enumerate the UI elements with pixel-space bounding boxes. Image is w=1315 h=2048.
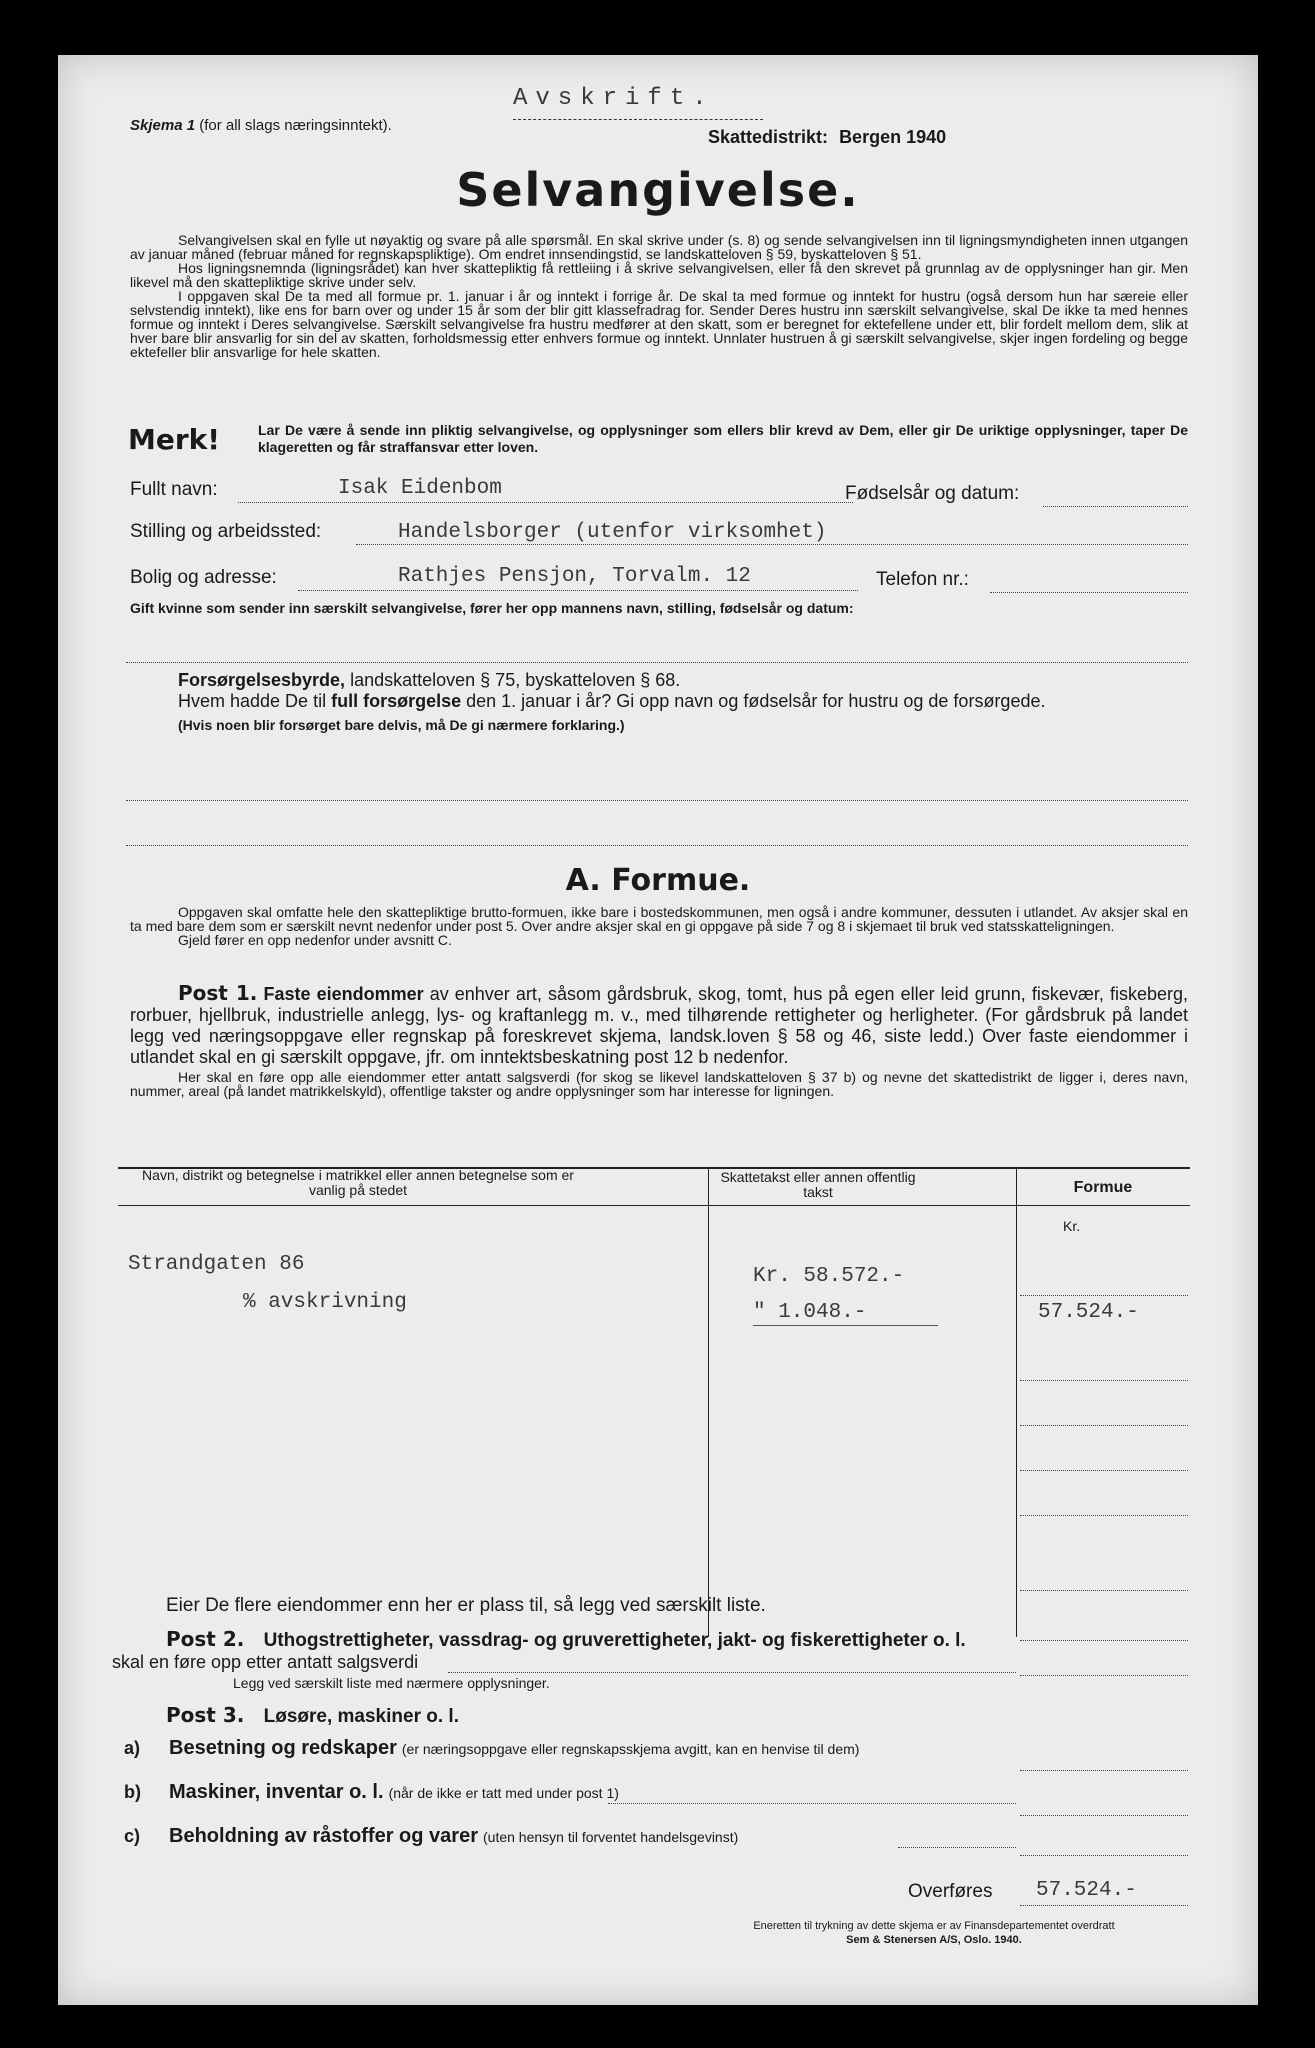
formue-heading: A. Formue. (565, 863, 751, 898)
merk-label: Merk! (128, 423, 221, 456)
table-line-d (1020, 1470, 1188, 1471)
skjema-note: (for all slags næringsinntekt). (199, 117, 392, 134)
post3-label: Post 3. (166, 1703, 245, 1727)
page-title: Selvangivelse. (456, 163, 860, 217)
overfores-value[interactable]: 57.524.- (1036, 1879, 1137, 1902)
forsorgelse-note: (Hvis noen blir forsørget bare delvis, må De gi nærmere forklaring.) (178, 717, 625, 733)
table-header-name: Navn, distrikt og betegnelse i matrikkel eller annen betegnelse som er vanlig på stedet (142, 1167, 574, 1198)
gift-kvinne-field[interactable] (126, 662, 1188, 663)
post1-label: Post 1. (178, 981, 258, 1005)
bolig-value[interactable]: Rathjes Pensjon, Torvalm. 12 (398, 565, 751, 588)
post1-small: Her skal en føre opp alle eiendommer etter antatt salgsverdi (for skog se likevel landskatteloven § 37 b) og nevne det skattedistrikt de ligger i, deres navn, nummer, areal (på landet matrikkelskyld), offentlige takster og andre opplysninger som har interesse for ligningen. (130, 1069, 1188, 1099)
post3-b-note: (når de ikke er tatt med under post 1) (388, 1785, 619, 1801)
stilling-label: Stilling og arbeidssted: (130, 521, 322, 542)
post3-text: Løsøre, maskiner o. l. (263, 1706, 459, 1727)
stilling-value[interactable]: Handelsborger (utenfor virksomhet) (398, 521, 827, 544)
table-row2-formue[interactable]: 57.524.- (1038, 1301, 1139, 1324)
table-line-c (1020, 1425, 1188, 1426)
formue-text-2: Gjeld fører en opp nedenfor under avsnitt C. (178, 932, 452, 948)
table-row1-name[interactable]: Strandgaten 86 (128, 1253, 305, 1276)
post3-a-label: a) (124, 1738, 141, 1758)
post3-c-note: (uten hensyn til forventet handelsgevinst) (483, 1829, 739, 1845)
table-line-b (1020, 1380, 1188, 1381)
table-row1-takst[interactable]: Kr. 58.572.- (753, 1265, 905, 1288)
post2-formue-field[interactable] (1020, 1675, 1188, 1676)
formue-text-1: Oppgaven skal omfatte hele den skattepliktige brutto-formuen, ikke bare i bostedskommunen, men også i andre kommuner, dessuten i utlandet. Av aksjer skal en ta med bare dem som er særskilt nevnt nedenfor under post 5. Over andre aksjer skal en gi oppgave på side 7 og 8 i skjemaet til bruk ved statsskatteligningen. (130, 904, 1188, 934)
footer-line-1: Eneretten til trykning av dette skjema er av Finansdepartementet overdratt (753, 1920, 1115, 1932)
table-formue-unit: Kr. (1063, 1218, 1081, 1234)
table-header-border (118, 1205, 1190, 1206)
table-line-a (1020, 1295, 1188, 1296)
table-divider-2 (1016, 1167, 1017, 1637)
post3-c-field[interactable] (1020, 1855, 1188, 1856)
stilling-line (356, 544, 1188, 545)
merk-text: Lar De være å sende inn pliktig selvangivelse, og opplysninger som ellers blir krevd av Dem, eller gir De uriktige opplysninger, taper De klageretten og får straffansvar etter loven. (258, 422, 1188, 455)
intro-block (130, 233, 1188, 359)
skattedistrikt-label: Skattedistrikt: (708, 127, 829, 147)
fodselsar-field[interactable] (1043, 506, 1188, 507)
formue-intro (130, 905, 1188, 947)
footer (664, 1919, 1204, 1947)
forsorgelse-question-a: Hvem hadde De til (178, 691, 327, 711)
post2-text2: skal en føre opp etter antatt salgsverdi (112, 1652, 419, 1672)
forsorgelse-block (130, 670, 1188, 733)
post3-a-note: (er næringsoppgave eller regnskapsskjema avgitt, kan en henvise til dem) (401, 1741, 860, 1757)
gift-kvinne-text: Gift kvinne som sender inn særskilt selvangivelse, fører her opp mannens navn, stilling, fødselsår og datum: (130, 600, 854, 616)
post2-text: Uthogstrettigheter, vassdrag- og gruverettigheter, jakt- og fiskerettigheter o. l. (263, 1630, 966, 1651)
fullt-navn-value[interactable]: Isak Eidenbom (338, 477, 502, 500)
table-row2-takst[interactable]: " 1.048.- (753, 1301, 867, 1324)
avskrift-stamp: Avskrift. (513, 85, 715, 112)
skattedistrikt (708, 127, 946, 148)
post2-dots (448, 1672, 1016, 1673)
post3-b-bold: Maskiner, inventar o. l. (169, 1781, 384, 1803)
post1-text: av enhver art, såsom gårdsbruk, skog, tomt, hus på egen eller leid grunn, fiskevær, fiskeberg, rorbuer, hjellbruk, industrielle anlegg, lys- og kraftanlegg m. v., med tilhørende rettigheter og herligheter. (For gårdsbruk på landet legg ved næringsoppgave eller regnskap på foreskrevet skjema, landsk.loven § 58 og 46, siste ledd.) Over faste eiendommer i utlandet skal en gi særskilt oppgave, jfr. om inntektsbeskatning post 12 b nedenfor. (130, 984, 1188, 1067)
table-row2-name[interactable]: % avskrivning (243, 1291, 407, 1314)
table-line-f (1020, 1590, 1188, 1591)
post3-b-field[interactable] (1020, 1815, 1188, 1816)
forsorgelse-field-1[interactable] (126, 800, 1188, 801)
overfores-label: Overføres (908, 1881, 993, 1902)
telefon-field[interactable] (990, 592, 1188, 593)
fullt-navn-label: Fullt navn: (130, 479, 218, 500)
post3-c-bold: Beholdning av råstoffer og varer (169, 1825, 478, 1847)
table-header-takst: Skattetakst eller annen offentlig takst (720, 1169, 916, 1200)
overfores-line (1020, 1905, 1188, 1906)
intro-paragraph-3: I oppgaven skal De ta med all formue pr. 1. januar i år og inntekt i forrige år. De skal ta med formue og inntekt for hustru (også dersom hun har særeie eller selvstendig inntekt), like ens for barn over og under 15 år som der blir gitt klassefradrag for. Sender Deres hustru inn særskilt selvangivelse, skal De ikke ta med hennes formue og inntekt i Deres selvangivelse. Særskilt selvangivelse fra hustru medfører at den skatt, som er beregnet for ektefellene under ett, blir fordelt mellom dem, slik at hver bare blir ansvarlig for sin del av skatten, forholdsmessig etter enhvers formue og inntekt. Unnlater hustruen å gi særskilt selvangivelse, skjer ingen fordeling og begge ektefeller blir ansvarlige for hele skatten. (130, 288, 1188, 360)
table-divider-1 (708, 1167, 709, 1637)
post2-note: Legg ved særskilt liste med nærmere opplysninger. (233, 1675, 550, 1691)
table-line-e (1020, 1515, 1188, 1516)
fodselsar-label: Fødselsår og datum: (845, 483, 1020, 504)
post3-a-line (124, 1737, 859, 1760)
post1-block (130, 983, 1188, 1098)
telefon-label: Telefon nr.: (876, 569, 969, 590)
post3-c-line (124, 1825, 738, 1848)
bolig-line (298, 590, 858, 591)
post1-bold: Faste eiendommer (263, 984, 424, 1004)
flere-eiendommer-text: Eier De flere eiendommer enn her er plass til, så legg ved særskilt liste. (166, 1595, 766, 1616)
forsorgelse-field-2[interactable] (126, 845, 1188, 846)
skjema-line (130, 117, 392, 134)
post3-c-dots (898, 1847, 1016, 1848)
forsorgelse-heading: Forsørgelsesbyrde, (178, 670, 346, 690)
intro-paragraph-2: Hos ligningsnemnda (ligningsrådet) kan hver skattepliktig få rettleiing i å skrive selvangivelsen, eller få den skrevet på grunnlag av de opplysninger han gir. Men likevel må den skattepliktige skrive under selv. (130, 260, 1188, 290)
post3-line (166, 1703, 459, 1728)
table-header-formue: Formue (1073, 1179, 1133, 1196)
post3-b-label: b) (124, 1782, 141, 1802)
post3-a-field[interactable] (1020, 1770, 1188, 1771)
intro-paragraph-1: Selvangivelsen skal en fylle ut nøyaktig og svare på alle spørsmål. En skal skrive under (s. 8) og sende selvangivelsen inn til ligningsmyndigheten innen utgangen av januar måned (februar måned for regnskapspliktige). Om endret innsendingstid, se landskatteloven § 59, byskatteloven § 51. (130, 232, 1188, 262)
footer-line-2: Sem & Stenersen A/S, Oslo. 1940. (846, 1934, 1022, 1946)
post3-c-label: c) (124, 1826, 141, 1846)
flere-line (1020, 1640, 1188, 1641)
forsorgelse-question-b: den 1. januar i år? Gi opp navn og fødselsår for hustru og de forsørgede. (466, 691, 1046, 711)
document-page (58, 55, 1258, 2005)
post3-a-bold: Besetning og redskaper (169, 1737, 397, 1759)
bolig-label: Bolig og adresse: (130, 567, 277, 588)
forsorgelse-question-bold: full forsørgelse (331, 691, 462, 711)
post3-b-line (124, 1781, 619, 1804)
table-takst-underline (753, 1325, 938, 1326)
skattedistrikt-value: Bergen 1940 (839, 127, 947, 147)
post2-line (166, 1627, 966, 1652)
post2-label: Post 2. (166, 1627, 245, 1651)
skjema-number: Skjema 1 (130, 117, 196, 134)
avskrift-underline (513, 119, 763, 120)
post3-b-dots (608, 1803, 1016, 1804)
forsorgelse-heading-rest: landskatteloven § 75, byskatteloven § 68. (350, 670, 681, 690)
fullt-navn-line (238, 502, 853, 503)
